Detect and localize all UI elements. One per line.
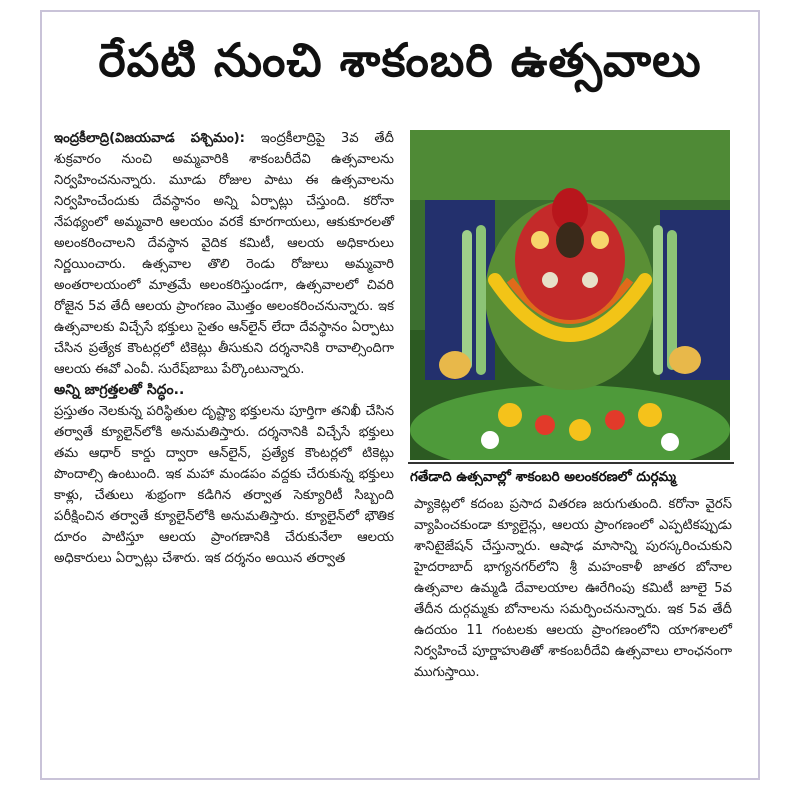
article-paragraph-2: ప్రస్తుతం నెలకున్న పరిస్థితుల దృష్ట్యా భక్తులను పూర్తిగా తనిఖీ చేసిన తర్వాతే క్యూలైన్‌లోకి అనుమతిస్తారు. దర్శనానికి విచ్చేసే భక్తులు తమ ఆధార్ కార్డు ద్వారా ఆన్‌లైన్, ప్రత్యేక కౌంటర్లలో టికెట్లు పొందాల్సి ఉంటుంది. ఇక మహా మండపం వద్దకు చేరుకున్న భక్తులు కాళ్లు, చేతులు శుభ్రంగా కడిగిన తర్వాత సెక్యూరిటీ సిబ్బంది పరీక్షించిన తర్వాతే క్యూలైన్‌లోకి అనుమతిస్తారు. క్యూలైన్‌లో భౌతిక దూరం పాటిస్తూ ఆలయ ప్రాంగణానికి చేరుకునేలా ఆలయ అధికారులు ఏర్పాట్లు చేశారు. ఇక దర్శనం అయిన తర్వాత — [54, 404, 394, 566]
article-right-column — [414, 494, 732, 683]
article-left-column — [54, 128, 394, 569]
goddess-photo — [410, 130, 730, 460]
article-paragraph-3: ప్యాకెట్లలో కదంబ ప్రసాద వితరణ జరుగుతుంది. కరోనా వైరస్ వ్యాపించకుండా క్యూలైన్లు, ఆలయ ప్రాంగణంలో ఎప్పటికప్పుడు శానిటైజేషన్ చేస్తున్నారు. ఆషాఢ మాసాన్ని పురస్కరించుకుని హైదరాబాద్ భాగ్యనగర్‌లోని శ్రీ మహంకాళీ జాతర బోనాల ఉత్సవాల ఉమ్మడి దేవాలయాల ఊరేగింపు కమిటీ జూలై 5వ తేదీన దుర్గమ్మకు బోనాలను సమర్పించనున్నారు. ఇక 5వ తేదీ ఉదయం 11 గంటలకు ఆలయ ప్రాంగణంలోని యాగశాలలో నిర్వహించే పూర్ణాహుతితో శాకంబరీదేవి ఉత్సవాలు లాంఛనంగా ముగుస్తాయి. — [414, 497, 732, 680]
photo-illustration — [410, 130, 730, 460]
photo-caption: గతేడాది ఉత్సవాల్లో శాకంబరి అలంకరణలో దుర్గమ్మ — [408, 462, 734, 488]
dateline: ఇంద్రకీలాద్రి(విజయవాడ పశ్చిమం): — [54, 131, 245, 146]
headline: రేపటి నుంచి శాకంబరి ఉత్సవాలు — [98, 33, 702, 87]
subheading: అన్ని జాగ్రత్తలతో సిద్ధం.. — [54, 382, 185, 398]
article-paragraph-1 — [54, 128, 394, 380]
paragraph-1-text: ఇంద్రకీలాద్రిపై 3వ తేదీ శుక్రవారం నుంచి అమ్మవారికి శాకంబరీదేవి ఉత్సవాలను నిర్వహించనున్నారు. మూడు రోజుల పాటు ఈ ఉత్సవాలను నిర్వహించేందుకు దేవస్థానం అన్ని ఏర్పాట్లు చేస్తుంది. కరోనా నేపథ్యంలో అమ్మవారి ఆలయం వరకే కూరగాయలు, ఆకుకూరలతో అలంకరించాలని దేవస్థాన వైదిక కమిటీ, ఆలయ అధికారులు నిర్ణయించారు. ఉత్సవాల తొలి రెండు రోజులు అమ్మవారి అంతరాలయంలో మాత్రమే అలంకరిస్తుండగా, ఉత్సవాలలో చివరి రోజైన 5వ తేదీ ఆలయ ప్రాంగణం మొత్తం అలంకరించనున్నారు. ఇక ఉత్సవాలకు విచ్చేసే భక్తులు సైతం ఆన్‌లైన్ లేదా దేవస్థానం ఏర్పాటు చేసిన ప్రత్యేక కౌంటర్లలో టికెట్లు తీసుకుని దర్శనానికి రావాల్సిందిగా ఆలయ ఈవో ఎంవీ. సురేష్‌బాబు పేర్కొంటున్నారు. — [54, 131, 394, 377]
